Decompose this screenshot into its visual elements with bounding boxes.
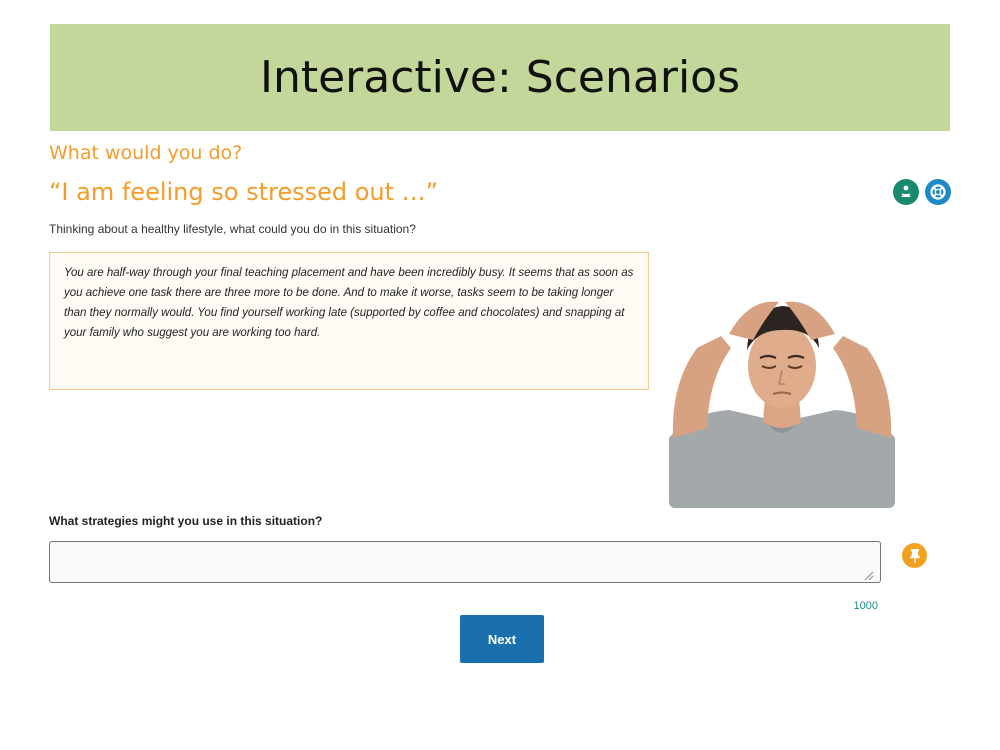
wellbeing-icon[interactable] [893,179,919,205]
strategies-answer-input[interactable] [49,541,881,583]
pin-icon[interactable] [902,543,927,568]
character-counter: 1000 [853,600,878,612]
instruction-text: Thinking about a healthy lifestyle, what could you do in this situation? [49,222,416,236]
slide-title: Interactive: Scenarios [259,52,741,103]
resize-handle-icon[interactable] [863,570,874,581]
next-button[interactable]: Next [460,615,544,663]
title-banner [50,24,950,131]
subheading: What would you do? [49,142,243,164]
stressed-man-photo [669,288,895,508]
lifebuoy-icon[interactable] [925,179,951,205]
tool-icons [893,179,951,205]
scenario-box [49,252,649,390]
strategies-question: What strategies might you use in this situation? [49,514,323,528]
scenario-headline: “I am feeling so stressed out …” [49,178,439,206]
scenario-text: You are half-way through your final teaching placement and have been incredibly busy. It seems that as soon as you achieve one task there are three more to be done. And to make it worse, tasks seem to be taking longer than they normally would. You find yourself working late (supported by coffee and chocolates) and snapping at your family who suggest you are working too hard. [64,267,634,339]
